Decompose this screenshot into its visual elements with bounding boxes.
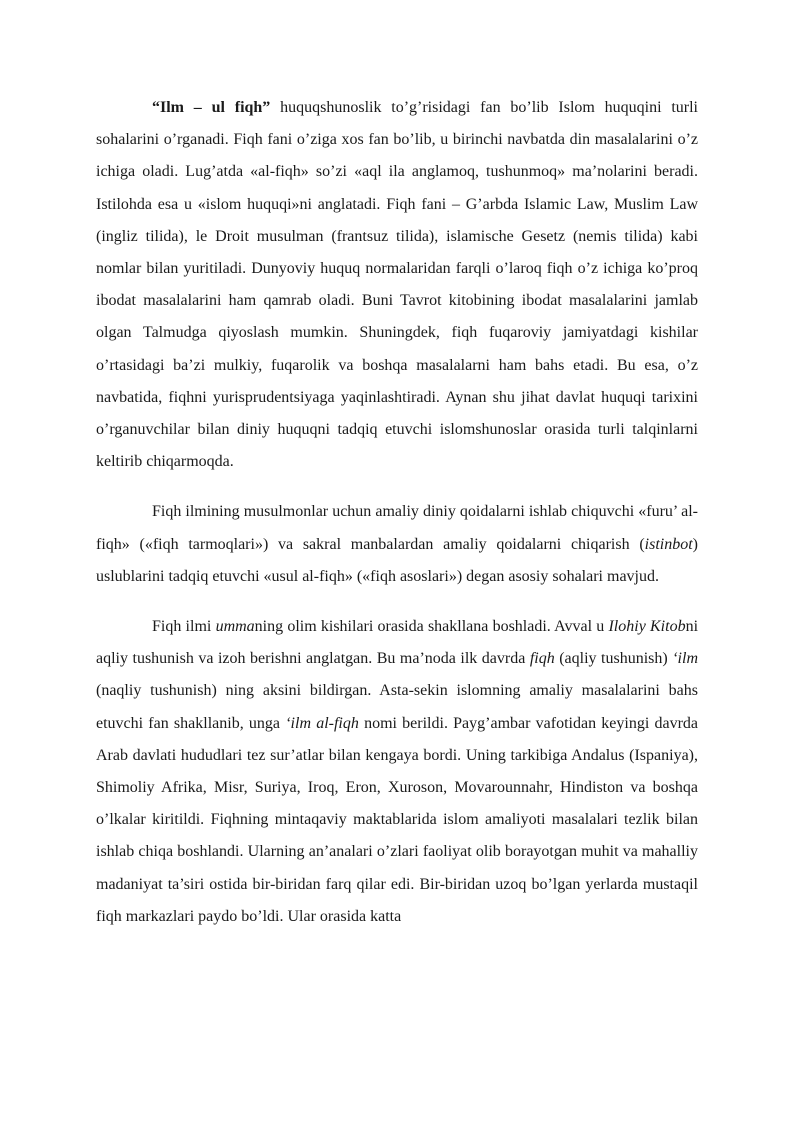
paragraph-text: nomi berildi. Payg’ambar vafotidan keyingi davrda Arab davlati hududlari tez sur’atlar bilan kengaya bordi. Uning tarkibiga Andalus (Ispaniya), Shimoliy Afrika, Misr, Suriya, Iroq, Eron, Xuroson, Movarounnahr, Hindiston va boshqa o’lkalar kiritildi. Fiqhning mintaqaviy maktablarida islom amaliyoti masalalari tezlik bilan ishlab chiqa boshlandi. Ularning an’analari o’zlari faoliyat olib borayotgan muhit va mahalliy madaniyat ta’siri ostida bir-biridan farq qilar edi. Bir-biridan uzoq bo’lgan yerlarda mustaqil fiqh markazlari paydo bo’ldi. Ular orasida katta [96,714,699,925]
paragraph-branches [96,496,698,593]
term-ilm-ul-fiqh: “Ilm – ul fiqh” [152,99,271,116]
paragraph-text: Fiqh ilmining musulmonlar uchun amaliy diniy qoidalarni ishlab chiquvchi «furu’ al-fiqh» («fiqh tarmoqlari») va sakral manbalardan amaliy qoidalarni chiqarish ( [96,503,698,553]
paragraph-intro [96,92,698,478]
paragraph-text: (naqliy tushunish) ning aksini bildirgan. Asta-sekin islomning amaliy masalalarini bahs etuvchi fan shakllanib, unga [96,682,698,732]
paragraph-text: ni aqliy tushunish va izoh berishni anglatgan. Bu ma’noda ilk davrda [96,618,699,668]
paragraph-text: huquqshunoslik to’g’risidagi fan bo’lib Islom huquqini turli sohalarini o’rganadi. Fiqh fani o’ziga xos fan bo’lib, u birinchi navbatda din masalalarini o’z ichiga oladi. Lug’atda «al-fiqh» so’zi «aql ila anglamoq, tushunmoq» ma’nolarini beradi. Istilohda esa u «islom huquqi»ni anglatadi. Fiqh fani – G’arbda Islamic Law, Muslim Law (ingliz tilida), le Droit musulman (frantsuz tilida), islamische Gesetz (nemis tilida) kabi nomlar bilan yuritiladi. Dunyoviy huquq normalaridan farqli o’laroq fiqh o’z ichiga ko’proq ibodat masalalarini ham qamrab oladi. Buni Tavrot kitobining ibodat masalalarini jamlab olgan Talmudga qiyoslash mumkin. Shuningdek, fiqh fuqaroviy jamiyatdagi kishilar o’rtasidagi ba’zi mulkiy, fuqarolik va boshqa masalalarni ham bahs etadi. Bu esa, o’z navbatida, fiqhni yurisprudentsiyaga yaqinlashtiradi. Aynan shu jihat davlat huquqi tarixini o’rganuvchilar bilan diniy huquqni tadqiq etuvchi islomshunoslar orasida turli talqinlarni keltirib chiqarmoqda. [96,99,698,471]
body-text [96,92,698,933]
paragraph-text: (aqliy tushunish) [554,650,673,668]
paragraph-text: Fiqh ilmi [152,618,216,636]
term-umma: umma [215,618,255,636]
paragraph-text: ning olim kishilari orasida shakllana boshladi. Avval u [254,618,609,636]
paragraph-text: ) uslublarini tadqiq etuvchi «usul al-fiqh» («fiqh asoslari») degan asosiy sohalari mavjud. [96,535,698,585]
term-istinbot: istinbot [644,535,693,553]
term-ilohiy-kitob: Ilohiy Kitob [608,618,686,636]
term-fiqh: fiqh [529,650,555,668]
paragraph-history [96,611,698,933]
term-ilm: ‘ilm [672,650,698,668]
term-ilm-al-fiqh: ‘ilm al-fiqh [285,714,359,732]
